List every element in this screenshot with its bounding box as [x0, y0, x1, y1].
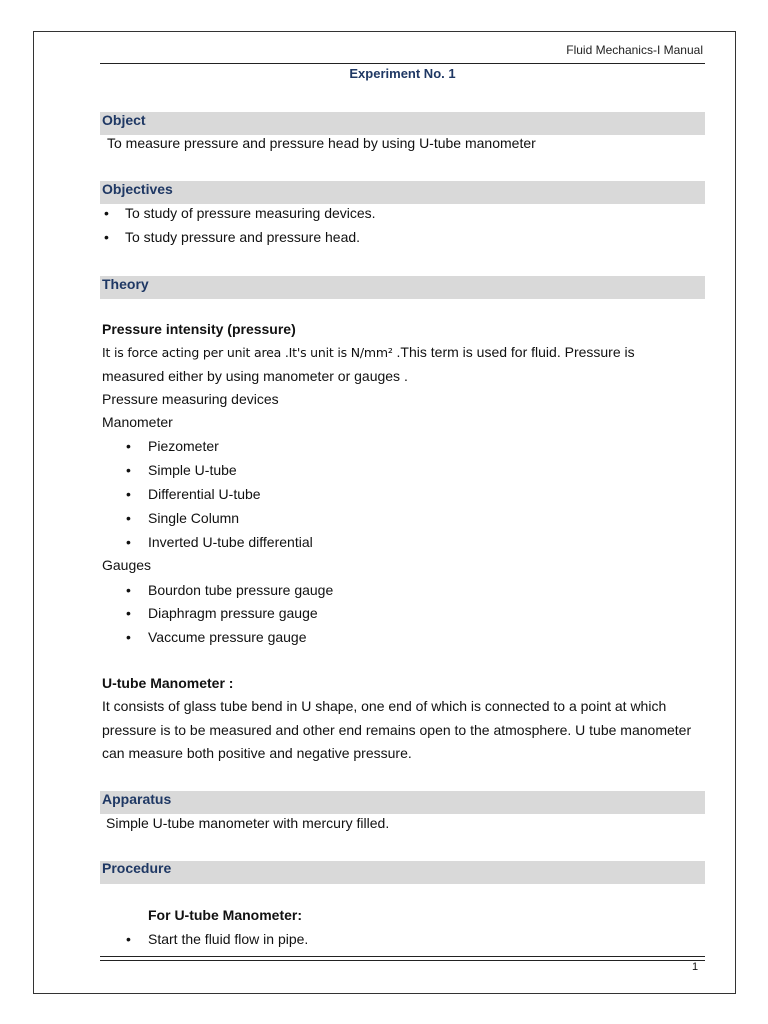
header-rule [100, 63, 705, 64]
gauge-item: Diaphragm pressure gauge [148, 605, 318, 621]
apparatus-heading: Apparatus [102, 791, 172, 807]
bullet-icon: • [126, 605, 131, 621]
objective-item: To study of pressure measuring devices. [125, 205, 376, 221]
bullet-icon: • [126, 510, 131, 526]
bullet-icon: • [126, 582, 131, 598]
theory-heading: Theory [102, 276, 149, 292]
procedure-item: Start the fluid flow in pipe. [148, 931, 309, 947]
manometer-item: Differential U-tube [148, 486, 261, 502]
bullet-icon: • [126, 486, 131, 502]
procedure-section-bar [100, 861, 705, 884]
page-border [33, 31, 736, 994]
objectives-heading: Objectives [102, 181, 173, 197]
theory-line-2: measured either by using manometer or gauges . [102, 368, 408, 384]
manometer-item: Single Column [148, 510, 240, 526]
object-heading: Object [102, 112, 146, 128]
pressure-intensity-heading: Pressure intensity (pressure) [102, 321, 296, 337]
manometer-label: Manometer [102, 414, 173, 430]
theory-line-1b: .This term is used for fluid. Pressure is [392, 344, 635, 360]
gauges-label: Gauges [102, 557, 152, 573]
theory-line-1a: It is force acting per unit area .It's unit is N/mm² [102, 345, 393, 360]
footer-rule [100, 960, 705, 961]
footer-rule [100, 956, 705, 957]
theory-line-3: Pressure measuring devices [102, 391, 279, 407]
bullet-icon: • [126, 534, 131, 550]
theory-line-1 [102, 344, 635, 360]
bullet-icon: • [104, 229, 109, 245]
utube-line: It consists of glass tube bend in U shape, one end of which is connected to a point at which [102, 698, 667, 714]
manometer-item: Inverted U-tube differential [148, 534, 313, 550]
bullet-icon: • [126, 931, 131, 947]
object-text: To measure pressure and pressure head by using U-tube manometer [107, 135, 536, 151]
procedure-heading: Procedure [102, 860, 172, 876]
header-title: Fluid Mechanics-I Manual [566, 43, 703, 57]
apparatus-text: Simple U-tube manometer with mercury filled. [106, 815, 390, 831]
object-section-bar [100, 112, 705, 135]
gauge-item: Vaccume pressure gauge [148, 629, 307, 645]
apparatus-section-bar [100, 791, 705, 814]
bullet-icon: • [126, 438, 131, 454]
bullet-icon: • [126, 462, 131, 478]
manometer-item: Piezometer [148, 438, 219, 454]
utube-heading: U-tube Manometer : [102, 675, 234, 691]
procedure-subheading: For U-tube Manometer: [148, 907, 302, 923]
objective-item: To study pressure and pressure head. [125, 229, 361, 245]
experiment-title: Experiment No. 1 [349, 66, 456, 81]
utube-line: pressure is to be measured and other end remains open to the atmosphere. U tube manometer [102, 722, 692, 738]
page-number: 1 [692, 961, 699, 973]
manometer-item: Simple U-tube [148, 462, 237, 478]
gauge-item: Bourdon tube pressure gauge [148, 582, 334, 598]
bullet-icon: • [126, 629, 131, 645]
objectives-section-bar [100, 181, 705, 204]
theory-section-bar [100, 276, 705, 299]
utube-line: can measure both positive and negative pressure. [102, 745, 412, 761]
bullet-icon: • [104, 205, 109, 221]
